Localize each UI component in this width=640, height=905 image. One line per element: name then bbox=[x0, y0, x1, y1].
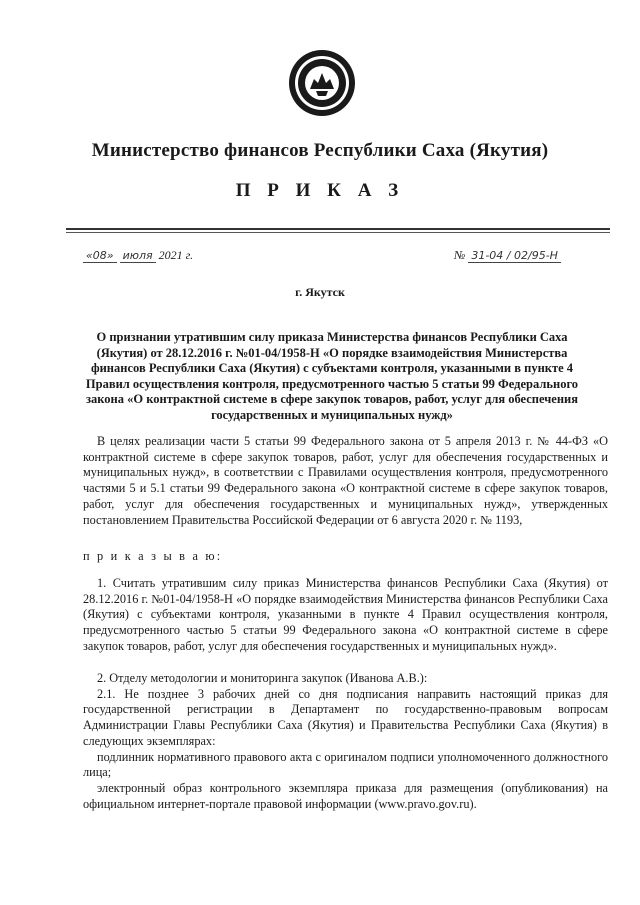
date-day: «08» bbox=[83, 249, 117, 263]
header-divider-thin bbox=[66, 232, 610, 233]
copy-item-electronic: электронный образ контрольного экземпляра приказа для размещения (опубликования) на официальном интернет-портале правовой информации (www.pravo.gov.ru). bbox=[83, 780, 608, 811]
document-title: П Р И К А З bbox=[235, 180, 405, 201]
order-heading: О признании утратившим силу приказа Министерства финансов Республики Саха (Якутия) от 28.12.2016 г. №01-04/1958-Н «О порядке взаимодействия Министерства финансов Республики Саха (Якутия) с субъектами контроля, указанными в пункте 4 Правил осуществления контроля, предусмотренного частью 5 статьи 99 Федерального закона «О контрактной системе в сфере закупок товаров, работ, услуг для обеспечения государственных и муниципальных нужд» bbox=[85, 330, 579, 422]
date-year: 2021 г. bbox=[158, 248, 194, 262]
preamble-block bbox=[83, 434, 608, 528]
item1-block bbox=[83, 576, 608, 655]
preamble-paragraph: В целях реализации части 5 статьи 99 Федерального закона от 5 апреля 2013 г. № 44-ФЗ «О контрактной системе в сфере закупок товаров, работ, услуг для обеспечения государственных и муниципальных нужд», в соответствии с Правилами осуществления контроля, предусмотренного частями 5 и 5.1 статьи 99 Федерального закона «О контрактной системе в сфере закупок товаров, работ, услуг для обеспечения государственных и муниципальных нужд», утвержденных постановлением Правительства Российской Федерации от 6 августа 2020 г. № 1193, bbox=[83, 434, 608, 527]
number-prefix: № bbox=[454, 248, 466, 262]
order-date bbox=[83, 248, 193, 263]
item-1: 1. Считать утратившим силу приказ Министерства финансов Республики Саха (Якутия) от 28.12.2016 г. №01-04/1958-Н «О порядке взаимодействия Министерства финансов Республики Саха (Якутия) с субъектами контроля, указанными в пункте 4 Правил осуществления контроля, предусмотренного частью 5 статьи 99 Федерального закона «О контрактной системе в сфере закупок товаров, работ, услуг для обеспечения государственных и муниципальных нужд». bbox=[83, 576, 608, 653]
header-divider bbox=[66, 228, 610, 230]
copy-item-original: подлинник нормативного правового акта с оригиналом подписи уполномоченного должностного лица; bbox=[83, 749, 608, 780]
item-2: 2. Отделу методологии и мониторинга закупок (Иванова А.В.): bbox=[97, 671, 428, 685]
item2-block bbox=[83, 671, 608, 812]
ministry-name: Министерство финансов Республики Саха (Якутия) bbox=[91, 140, 549, 161]
city: г. Якутск bbox=[295, 285, 345, 299]
coat-of-arms-emblem-icon bbox=[288, 49, 356, 117]
item-2-1: 2.1. Не позднее 3 рабочих дней со дня подписания направить настоящий приказ для государственной регистрации в Департамент по государственно-правовым вопросам Администрации Главы Республики Саха (Якутия) и Правительства Республики Саха (Якутия) в следующих экземплярах: bbox=[83, 686, 608, 748]
order-word: п р и к а з ы в а ю: bbox=[83, 549, 223, 563]
order-number bbox=[454, 248, 561, 263]
number-value: 31-04 / 02/95-Н bbox=[468, 249, 561, 263]
date-month: июля bbox=[120, 249, 156, 263]
